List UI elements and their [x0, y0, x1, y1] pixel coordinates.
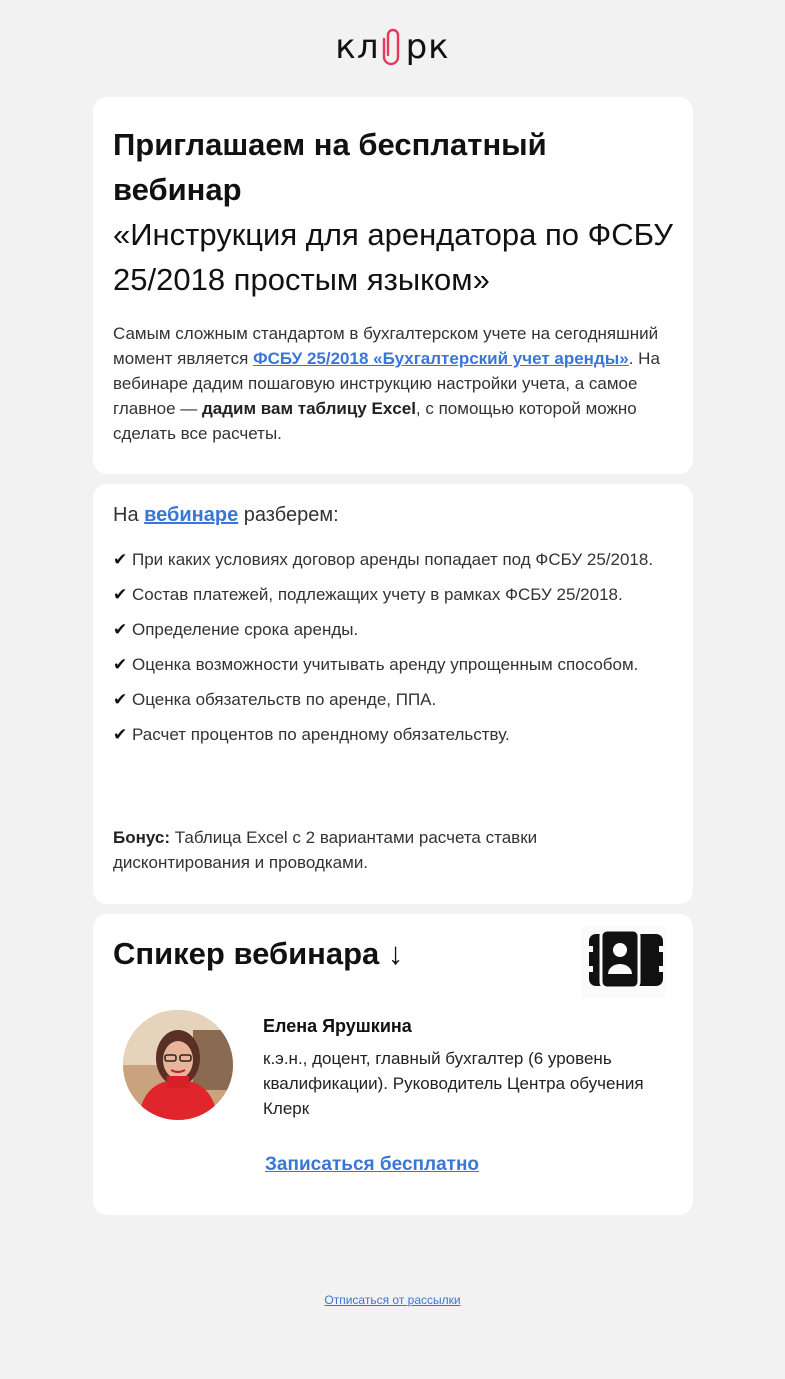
list-item [113, 652, 673, 677]
bonus-text: Таблица Excel с 2 вариантами расчета ставки дисконтирования и проводками. [113, 828, 538, 872]
intro-text: Самым сложным стандартом в бухгалтерском учете на сегодняшний момент является [113, 324, 659, 368]
logo-text-right: рк [405, 26, 450, 67]
list-item-text: Состав платежей, подлежащих учету в рамках ФСБУ 25/2018. [131, 585, 623, 604]
speaker-avatar [123, 1010, 233, 1120]
check-icon: ✔ [113, 585, 128, 604]
webinar-link[interactable]: вебинаре [144, 504, 239, 526]
list-item-text: При каких условиях договор аренды попадает под ФСБУ 25/2018. [131, 550, 654, 569]
speaker-heading: Спикер вебинара ↓ [113, 936, 404, 971]
agenda-heading-suffix: разберем: [238, 504, 339, 526]
header [0, 0, 785, 97]
list-item-text: Определение срока аренды. [131, 620, 359, 639]
list-item [113, 617, 673, 642]
webinar-subtitle: «Инструкция для арендатора по ФСБУ 25/2018 простым языком» [113, 217, 673, 297]
bonus-paragraph [113, 825, 673, 875]
contact-book-icon [581, 926, 665, 998]
list-item-text: Оценка возможности учитывать аренду упрощенным способом. [131, 655, 639, 674]
bonus-label: Бонус: [113, 828, 171, 847]
list-item-text: Расчет процентов по арендному обязательству. [131, 725, 510, 744]
speaker-card [93, 914, 693, 1215]
list-item [113, 547, 673, 572]
list-item [113, 582, 673, 607]
footer [0, 1293, 785, 1307]
fsbu-link[interactable]: ФСБУ 25/2018 «Бухгалтерский учет аренды» [253, 349, 629, 368]
speaker-name: Елена Ярушкина [263, 1016, 412, 1036]
agenda-heading-prefix: На [113, 504, 145, 526]
paperclip-icon [381, 27, 405, 67]
agenda-heading [113, 504, 339, 527]
intro-bold-text: дадим вам таблицу Excel [201, 399, 416, 418]
klerk-logo[interactable] [335, 27, 449, 67]
intro-text: . На вебинаре дадим пошаговую инструкцию настройки учета, а самое главное — [113, 349, 660, 418]
list-item [113, 722, 673, 747]
unsubscribe-link[interactable]: Отписаться от рассылки [324, 1293, 461, 1307]
check-icon: ✔ [113, 690, 128, 709]
register-free-link[interactable]: Записаться бесплатно [265, 1154, 480, 1175]
invite-card [93, 97, 693, 474]
speaker-photo [123, 1010, 233, 1120]
page-title: Приглашаем на бесплатный вебинар [113, 127, 547, 207]
list-item [113, 687, 673, 712]
intro-text: , с помощью которой можно сделать все расчеты. [113, 399, 637, 443]
agenda-list [113, 547, 673, 757]
agenda-card [93, 484, 693, 904]
logo-text-left: кл [335, 26, 380, 67]
check-icon: ✔ [113, 620, 128, 639]
intro-paragraph [113, 321, 673, 446]
list-item-text: Оценка обязательств по аренде, ППА. [131, 690, 437, 709]
check-icon: ✔ [113, 550, 128, 569]
check-icon: ✔ [113, 725, 128, 744]
speaker-description: к.э.н., доцент, главный бухгалтер (6 уровень квалификации). Руководитель Центра обучения Клерк [263, 1049, 644, 1118]
check-icon: ✔ [113, 655, 128, 674]
